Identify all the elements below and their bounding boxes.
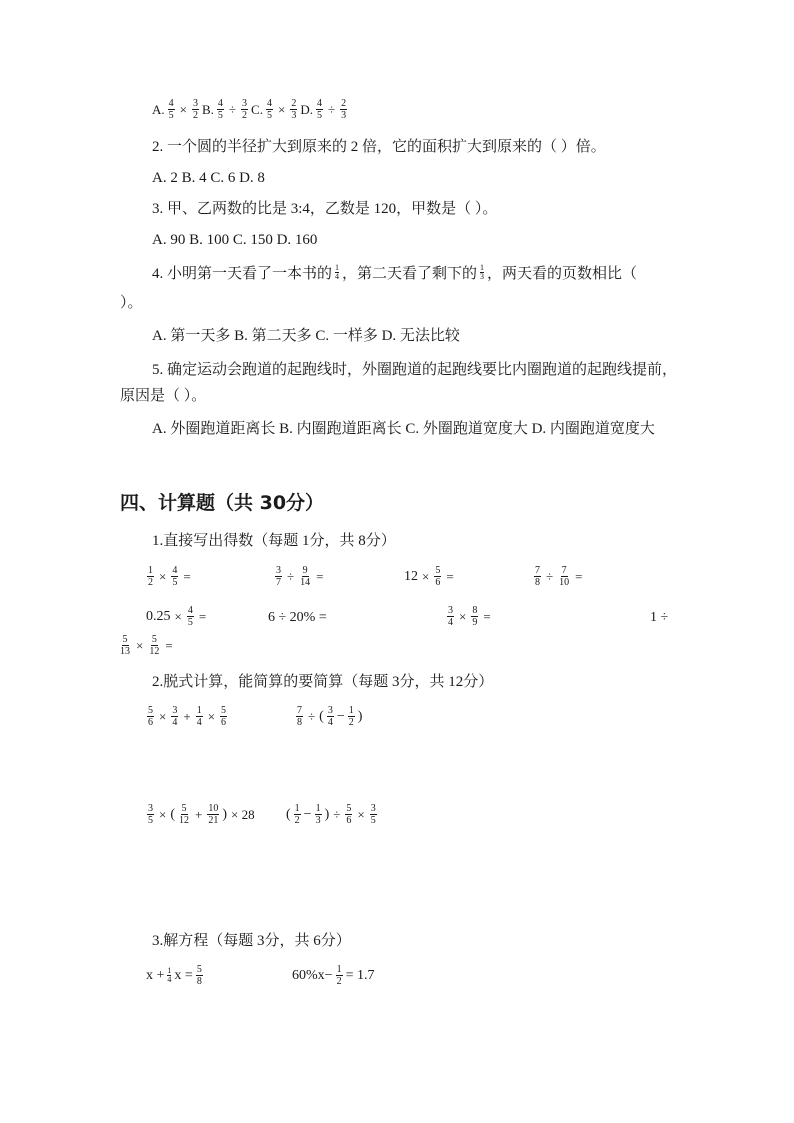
q1-options: [152, 98, 348, 121]
fraction: $\frac{1}{2}$: [148, 565, 153, 588]
fraction: $\frac{3}{2}$: [242, 98, 248, 121]
times-sign: ×: [422, 568, 430, 584]
question-2-options: A. 2 B. 4 C. 6 D. 8: [152, 170, 265, 186]
option-b-label: B.: [201, 101, 214, 117]
fraction: $\frac{3}{4}$: [448, 605, 453, 628]
expression-tail: × 28: [231, 806, 255, 822]
expression: [286, 803, 378, 826]
fraction: $\frac{3}{7}$: [276, 565, 281, 588]
fraction: $\frac{3}{5}$: [370, 803, 376, 826]
plus-sign: +: [183, 708, 191, 724]
equation-text: x =: [174, 967, 193, 983]
expression-text: 6 ÷ 20% =: [268, 610, 327, 625]
fraction: 1 4: [335, 263, 340, 281]
expression: [146, 803, 257, 826]
fraction: $\frac{3}{2}$: [192, 98, 198, 121]
fraction: $\frac{2}{3}$: [341, 98, 347, 121]
equals-sign: =: [183, 568, 191, 584]
expression: [533, 565, 584, 588]
equals-sign: =: [316, 568, 324, 584]
expression: [146, 565, 193, 588]
times-sign: ×: [459, 608, 467, 624]
whole-number: 0.25: [146, 608, 171, 624]
part-3-title: 3.解方程（每题 3分，共 6分）: [152, 933, 351, 949]
fraction: $\frac{7}{8}$: [535, 565, 540, 588]
times-sign: ×: [136, 637, 144, 653]
minus-sign: −: [336, 708, 345, 724]
expression: [118, 634, 175, 657]
part-1-title: 1.直接写出得数（每题 1分，共 8分）: [152, 533, 396, 549]
divide-sign: ÷: [308, 708, 316, 724]
fraction: $\frac{4}{5}$: [187, 605, 193, 628]
fraction: $\frac{3}{4}$: [327, 705, 333, 728]
times-sign: ×: [159, 568, 167, 584]
expression: [274, 565, 325, 588]
expression: [446, 605, 493, 628]
question-2: 2. 一个圆的半径扩大到原来的 2 倍，它的面积扩大到原来的（ ）倍。: [152, 139, 606, 155]
fraction: $\frac{5}{12}$: [179, 803, 190, 826]
equals-sign: =: [198, 608, 207, 624]
times-sign: ×: [357, 806, 365, 822]
equals-sign: =: [165, 637, 173, 653]
question-3: 3. 甲、乙两数的比是 3:4，乙数是 120，甲数是（ ）。: [152, 201, 498, 217]
option-c-label: C.: [251, 101, 263, 117]
times-sign: ×: [159, 806, 167, 822]
option-a-label: A.: [152, 101, 165, 117]
divide-sign: ÷: [287, 568, 295, 584]
fraction: $\frac{5}{6}$: [346, 803, 352, 826]
fraction: $\frac{4}{5}$: [217, 98, 223, 121]
equals-sign: =: [446, 568, 454, 584]
fraction: $\frac{3}{5}$: [148, 803, 153, 826]
equation: [146, 964, 204, 987]
expression: [146, 705, 228, 728]
fraction: $\frac{8}{9}$: [472, 605, 478, 628]
fraction: $\frac{7}{10}$: [559, 565, 570, 588]
question-4-options: A. 第一天多 B. 第二天多 C. 一样多 D. 无法比较: [152, 328, 460, 344]
left-paren: (: [286, 806, 291, 822]
equals-sign: =: [483, 608, 491, 624]
left-paren: (: [319, 708, 324, 724]
fraction: $\frac{5}{12}$: [149, 634, 160, 657]
equation-text: = 1.7: [345, 967, 375, 983]
equation-text: x +: [146, 967, 165, 983]
question-4-text: 4. 小明第一天看了一本书的: [152, 266, 333, 282]
fraction: $\frac{1}{2}$: [294, 803, 300, 826]
expression: [650, 610, 668, 626]
equation: [292, 964, 374, 987]
divide-sign: ÷: [327, 101, 336, 117]
times-sign: ×: [207, 708, 216, 724]
fraction: $\frac{5}{8}$: [196, 964, 202, 987]
equals-sign: =: [575, 568, 583, 584]
fraction: $\frac{5}{6}$: [148, 705, 153, 728]
minus-sign: −: [303, 806, 312, 822]
fraction: $\frac{7}{8}$: [297, 705, 302, 728]
plus-sign: +: [195, 806, 203, 822]
fraction: $\frac{4}{5}$: [172, 565, 178, 588]
fraction: $\frac{1}{4}$: [167, 966, 172, 984]
fraction: $\frac{9}{14}$: [300, 565, 311, 588]
fraction: $\frac{5}{6}$: [221, 705, 227, 728]
fraction: $\frac{1}{2}$: [336, 964, 342, 987]
section-heading: 四、计算题（共 30分）: [120, 492, 325, 514]
whole-number: 12: [404, 568, 418, 584]
times-sign: ×: [277, 101, 286, 117]
divide-sign: ÷: [546, 568, 554, 584]
fraction: $\frac{2}{3}$: [291, 98, 297, 121]
equation-text: 60%x−: [292, 967, 333, 983]
expression: [295, 705, 362, 728]
fraction: $\frac{4}{5}$: [266, 98, 272, 121]
option-d-label: D.: [300, 101, 313, 117]
right-paren: ): [357, 708, 363, 724]
right-paren: ): [222, 806, 228, 822]
part-2-title: 2.脱式计算，能简算的要简算（每题 3分，共 12分）: [152, 674, 494, 690]
fraction: $\frac{1}{2}$: [348, 705, 354, 728]
question-4-continuation: ）。: [120, 295, 143, 311]
fraction: $\frac{1}{3}$: [315, 803, 321, 826]
fraction: $\frac{1}{4}$: [196, 705, 202, 728]
question-4-text: ，两天看的页数相比（: [487, 266, 638, 282]
divide-sign: ÷: [228, 101, 237, 117]
expression: [268, 610, 327, 626]
fraction: $\frac{5}{6}$: [435, 565, 441, 588]
question-5-options: A. 外圈跑道距离长 B. 内圈跑道距离长 C. 外圈跑道宽度大 D. 内圈跑道宽度大: [152, 421, 655, 437]
left-paren: (: [170, 806, 176, 822]
fraction: 1 3: [480, 263, 485, 281]
expression-text: 1 ÷: [650, 610, 669, 625]
divide-sign: ÷: [333, 806, 341, 822]
expression: [146, 605, 208, 628]
times-sign: ×: [179, 101, 187, 117]
question-3-options: A. 90 B. 100 C. 150 D. 160: [152, 232, 318, 248]
expression: [404, 565, 456, 588]
question-4: [152, 262, 637, 283]
fraction: $\frac{10}{21}$: [208, 803, 219, 826]
fraction: $\frac{4}{5}$: [316, 98, 322, 121]
fraction: $\frac{4}{5}$: [168, 98, 174, 121]
times-sign: ×: [174, 608, 182, 624]
right-paren: ): [324, 806, 330, 822]
question-5: 5. 确定运动会跑道的起跑线时，外圈跑道的起跑线要比内圈跑道的起跑线提前，原因是（ ）。: [120, 362, 678, 404]
fraction: $\frac{3}{4}$: [172, 705, 178, 728]
question-4-text: ，第二天看了剩下的: [342, 266, 478, 282]
fraction: $\frac{5}{13}$: [120, 634, 130, 657]
times-sign: ×: [159, 708, 167, 724]
